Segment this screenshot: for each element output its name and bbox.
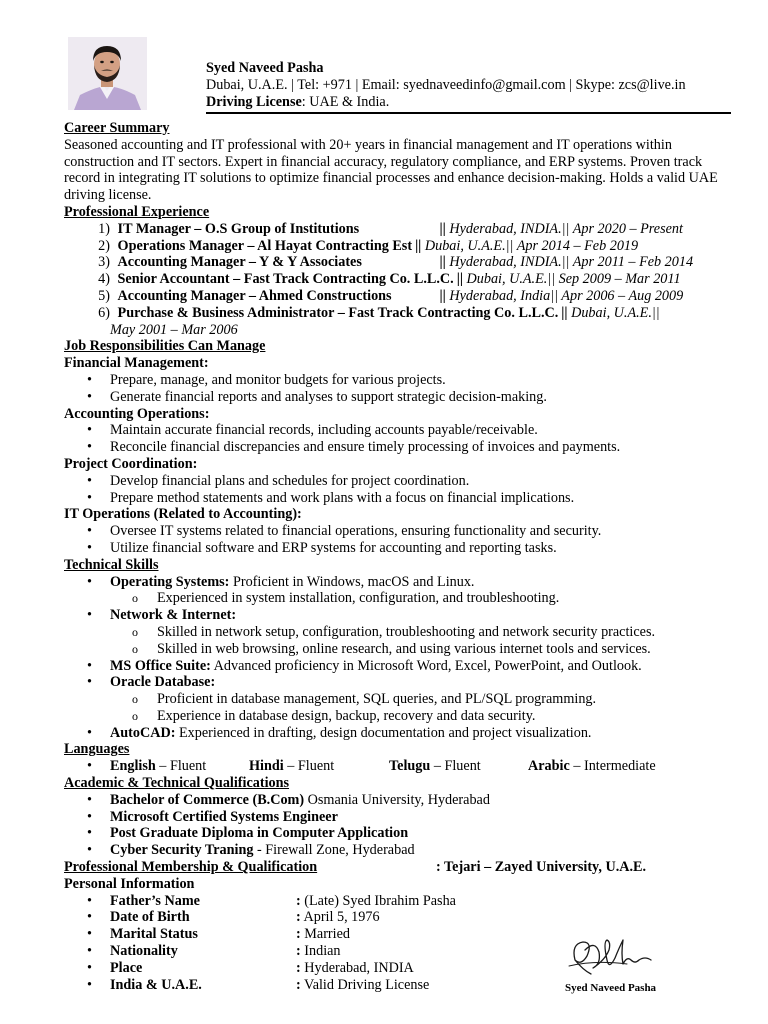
experience-meta: Hyderabad, INDIA.|| Apr 2020 – Present — [445, 220, 683, 237]
avatar-icon — [68, 37, 147, 110]
personal-info-label: Marital Status — [110, 926, 198, 943]
language-name: English — [110, 758, 156, 775]
membership-row — [64, 859, 732, 876]
qualification-item — [64, 825, 732, 842]
career-summary-heading: Career Summary — [64, 120, 170, 136]
personal-info-value: Married — [300, 926, 350, 943]
skill-label: MS Office Suite: — [110, 657, 211, 674]
languages-heading: Languages — [64, 741, 130, 758]
skill-subitem: o Skilled in web browsing, online research, and using various internet tools and services. — [64, 641, 732, 658]
personal-info-label: Place — [110, 959, 143, 976]
experience-sep: || — [456, 271, 463, 288]
resp-item: • Prepare method statements and work plans with a focus on financial implications. — [64, 490, 732, 507]
experience-list — [64, 221, 732, 339]
skill-subitem: o Experience in database design, backup, recovery and data security. — [64, 708, 732, 725]
experience-item — [64, 288, 732, 305]
languages-row — [64, 758, 732, 775]
resp-item: • Utilize financial software and ERP systems for accounting and reporting tasks. — [64, 540, 732, 557]
experience-title: Purchase & Business Administrator – Fast Track Contracting Co. L.L.C. — [117, 304, 559, 321]
header-divider — [206, 112, 731, 114]
experience-meta: Dubai, U.A.E.|| — [567, 304, 660, 321]
experience-item — [64, 271, 732, 288]
experience-title: Accounting Manager – Ahmed Constructions — [117, 287, 392, 304]
membership-value: : Tejari – Zayed University, U.A.E. — [436, 859, 647, 876]
language-name: Telugu — [389, 758, 431, 775]
personal-info-row — [64, 909, 732, 926]
resp-group-title: Accounting Operations: — [64, 405, 210, 422]
skill-item — [64, 725, 732, 742]
experience-meta: Hyderabad, INDIA.|| Apr 2011 – Feb 2014 — [445, 254, 694, 271]
experience-title: Operations Manager – Al Hayat Contracting Est — [117, 237, 413, 254]
resp-item: • Maintain accurate financial records, including accounts payable/receivable. — [64, 422, 732, 439]
skill-text: Advanced proficiency in Microsoft Word, Excel, PowerPoint, and Outlook. — [210, 657, 642, 674]
personal-info-colon: : — [296, 959, 301, 976]
experience-title: Senior Accountant – Fast Track Contracting Co. L.L.C. — [117, 271, 454, 288]
experience-sep: || — [439, 287, 446, 304]
membership-heading: Professional Membership & Qualification — [64, 859, 318, 876]
driving-license-value: : UAE & India. — [301, 93, 390, 110]
skill-item — [64, 607, 732, 624]
experience-heading: Professional Experience — [64, 203, 210, 220]
language-item — [249, 758, 334, 775]
resp-item: • Develop financial plans and schedules for project coordination. — [64, 473, 732, 490]
experience-item-continuation: May 2001 – Mar 2006 — [110, 321, 238, 338]
qualification-item — [64, 842, 732, 859]
skill-item — [64, 658, 732, 675]
technical-skills-heading: Technical Skills — [64, 556, 159, 573]
resp-item: • Generate financial reports and analyses to support strategic decision-making. — [64, 389, 732, 406]
candidate-name: Syed Naveed Pasha — [206, 60, 324, 76]
skill-label: AutoCAD: — [110, 724, 176, 741]
qualifications-heading: Academic & Technical Qualifications — [64, 775, 290, 792]
skill-subitem: o Experienced in system installation, configuration, and troubleshooting. — [64, 590, 732, 607]
personal-info-colon: : — [296, 943, 301, 960]
language-item — [110, 758, 206, 775]
qualification-detail: Osmania University, Hyderabad — [304, 791, 490, 808]
resp-item: • Oversee IT systems related to financial operations, ensuring functionality and security. — [64, 523, 732, 540]
language-item — [528, 758, 656, 775]
experience-sep: || — [439, 254, 446, 271]
experience-item — [64, 221, 732, 238]
skill-text: Experienced in drafting, design documentation and project visualization. — [175, 724, 592, 741]
personal-info-label: India & U.A.E. — [110, 976, 202, 993]
resume-body — [64, 120, 732, 993]
personal-info-value: Hyderabad, INDIA — [300, 959, 414, 976]
qualification-item — [64, 809, 732, 826]
experience-number: 2) — [98, 237, 110, 254]
personal-info-colon: : — [296, 909, 301, 926]
experience-item — [64, 238, 732, 255]
experience-sep: || — [439, 220, 446, 237]
language-level: – Intermediate — [569, 758, 656, 775]
personal-info-colon: : — [296, 892, 301, 909]
skill-subitem: o Skilled in network setup, configuration, troubleshooting and network security practices. — [64, 624, 732, 641]
qualification-title: Cyber Security Traning — [110, 842, 254, 859]
personal-info-colon: : — [296, 976, 301, 993]
personal-info-heading: Personal Information — [64, 875, 195, 892]
experience-number: 5) — [98, 287, 110, 304]
experience-sep: || — [415, 237, 422, 254]
personal-info-label: Father’s Name — [110, 892, 200, 909]
signature-name: Syed Naveed Pasha — [565, 982, 657, 994]
experience-meta: Hyderabad, India|| Apr 2006 – Aug 2009 — [445, 287, 684, 304]
resp-group-title: Project Coordination: — [64, 455, 198, 472]
experience-meta: Dubai, U.A.E.|| Sep 2009 – Mar 2011 — [462, 271, 681, 288]
language-level: – Fluent — [155, 758, 207, 775]
resp-group-title: IT Operations (Related to Accounting): — [64, 506, 302, 523]
personal-info-label: Date of Birth — [110, 909, 190, 926]
skill-item — [64, 574, 732, 591]
responsibilities-heading: Job Responsibilities Can Manage — [64, 338, 266, 355]
qualification-title: Bachelor of Commerce (B.Com) — [110, 791, 305, 808]
language-name: Arabic — [528, 758, 570, 775]
personal-info-value: Indian — [300, 943, 341, 960]
contact-line: Dubai, U.A.E. | Tel: +971 | Email: syednaveedinfo@gmail.com | Skype: zcs@live.in — [206, 76, 686, 93]
experience-number: 6) — [98, 304, 110, 321]
personal-info-value: Valid Driving License — [300, 976, 430, 993]
qualification-detail: - Firewall Zone, Hyderabad — [253, 842, 415, 859]
career-summary-text: Seasoned accounting and IT professional with 20+ years in financial management and IT operations within construction and IT sectors. Expert in financial accuracy, regulatory compliance, and ERP systems. Proven track record in integrating IT solutions to optimize financial processes and enhance decision-making. Holds a valid UAE driving license. — [64, 136, 718, 204]
resp-item: • Prepare, manage, and monitor budgets for various projects. — [64, 372, 732, 389]
skill-subitem: o Proficient in database management, SQL queries, and PL/SQL programming. — [64, 691, 732, 708]
experience-meta: Dubai, U.A.E.|| Apr 2014 – Feb 2019 — [421, 237, 639, 254]
experience-number: 3) — [98, 254, 110, 271]
experience-item — [64, 254, 732, 271]
language-level: – Fluent — [283, 758, 335, 775]
experience-number: 1) — [98, 220, 110, 237]
experience-sep: || — [561, 304, 568, 321]
skill-label: Network & Internet: — [110, 607, 237, 624]
profile-photo — [68, 37, 147, 110]
signature-image — [565, 930, 655, 982]
personal-info-colon: : — [296, 926, 301, 943]
language-item — [389, 758, 481, 775]
resume-header — [206, 60, 736, 110]
skill-label: Oracle Database: — [110, 674, 216, 691]
experience-title: IT Manager – O.S Group of Institutions — [117, 220, 360, 237]
resp-item: • Reconcile financial discrepancies and ensure timely processing of invoices and payments. — [64, 439, 732, 456]
language-name: Hindi — [249, 758, 284, 775]
skill-item — [64, 674, 732, 691]
experience-item — [64, 305, 732, 322]
driving-license-line — [206, 94, 736, 111]
personal-info-value: (Late) Syed Ibrahim Pasha — [300, 892, 456, 909]
qualification-title: Post Graduate Diploma in Computer Application — [110, 825, 409, 842]
driving-license-label: Driving License — [206, 93, 302, 110]
skill-text: Proficient in Windows, macOS and Linux. — [229, 573, 475, 590]
personal-info-row — [64, 893, 732, 910]
resp-group-title: Financial Management: — [64, 355, 209, 372]
language-level: – Fluent — [430, 758, 481, 775]
experience-number: 4) — [98, 271, 110, 288]
qualification-title: Microsoft Certified Systems Engineer — [110, 808, 338, 825]
personal-info-value: April 5, 1976 — [300, 909, 380, 926]
qualification-item — [64, 792, 732, 809]
skill-label: Operating Systems: — [110, 573, 230, 590]
personal-info-label: Nationality — [110, 943, 178, 960]
experience-title: Accounting Manager – Y & Y Associates — [117, 254, 362, 271]
